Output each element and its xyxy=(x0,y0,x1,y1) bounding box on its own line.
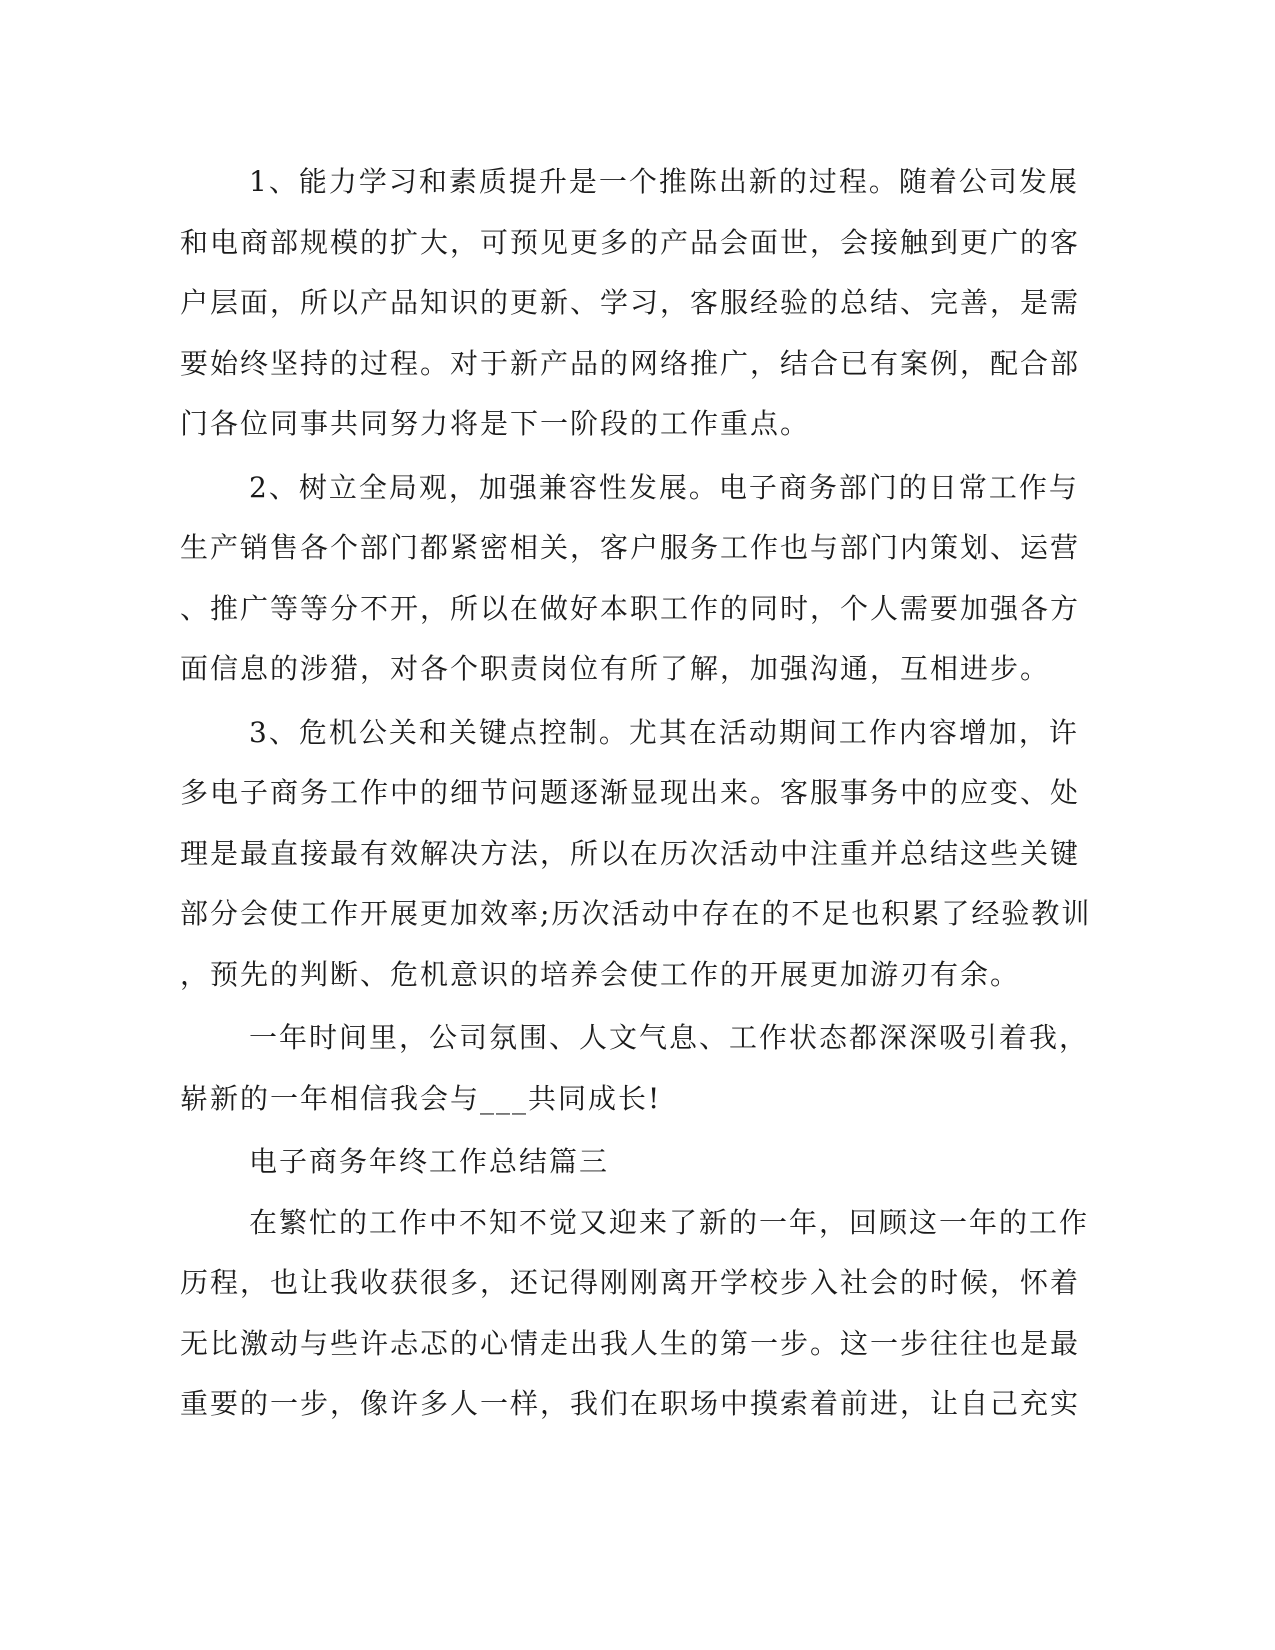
paragraph-3-line-5: ，预先的判断、危机意识的培养会使工作的开展更加游刃有余。 xyxy=(180,958,1021,991)
section-heading: 电子商务年终工作总结篇三 xyxy=(249,1145,610,1178)
paragraph-5-line-4: 重要的一步，像许多人一样，我们在职场中摸索着前进，让自己充实 xyxy=(180,1387,1081,1420)
paragraph-1-line-1: 1、能力学习和素质提升是一个推陈出新的过程。随着公司发展 xyxy=(249,165,1079,198)
paragraph-5-line-3: 无比激动与些许忐忑的心情走出我人生的第一步。这一步往往也是最 xyxy=(180,1327,1081,1360)
paragraph-4-line-1: 一年时间里，公司氛围、人文气息、工作状态都深深吸引着我， xyxy=(249,1021,1090,1054)
paragraph-2-line-3: 、推广等等分不开，所以在做好本职工作的同时，个人需要加强各方 xyxy=(180,592,1081,625)
paragraph-1-line-5: 门各位同事共同努力将是下一阶段的工作重点。 xyxy=(180,407,811,440)
paragraph-5-line-2: 历程，也让我收获很多，还记得刚刚离开学校步入社会的时候，怀着 xyxy=(180,1266,1081,1299)
paragraph-5-line-1: 在繁忙的工作中不知不觉又迎来了新的一年，回顾这一年的工作 xyxy=(249,1206,1090,1239)
paragraph-1-line-4: 要始终坚持的过程。对于新产品的网络推广，结合已有案例，配合部 xyxy=(180,347,1081,380)
paragraph-2-line-1: 2、树立全局观，加强兼容性发展。电子商务部门的日常工作与 xyxy=(249,471,1079,504)
paragraph-2-line-4: 面信息的涉猎，对各个职责岗位有所了解，加强沟通，互相进步。 xyxy=(180,652,1051,685)
paragraph-1-line-2: 和电商部规模的扩大，可预见更多的产品会面世，会接触到更广的客 xyxy=(180,226,1081,259)
paragraph-3-line-4: 部分会使工作开展更加效率;历次活动中存在的不足也积累了经验教训 xyxy=(180,897,1092,930)
paragraph-3-line-3: 理是最直接最有效解决方法，所以在历次活动中注重并总结这些关键 xyxy=(180,837,1081,870)
paragraph-3-line-2: 多电子商务工作中的细节问题逐渐显现出来。客服事务中的应变、处 xyxy=(180,776,1081,809)
paragraph-3-line-1: 3、危机公关和关键点控制。尤其在活动期间工作内容增加，许 xyxy=(249,716,1079,749)
paragraph-2-line-2: 生产销售各个部门都紧密相关，客户服务工作也与部门内策划、运营 xyxy=(180,531,1081,564)
paragraph-1-line-3: 户层面，所以产品知识的更新、学习，客服经验的总结、完善，是需 xyxy=(180,286,1081,319)
paragraph-4-line-2: 崭新的一年相信我会与___共同成长! xyxy=(180,1082,662,1115)
